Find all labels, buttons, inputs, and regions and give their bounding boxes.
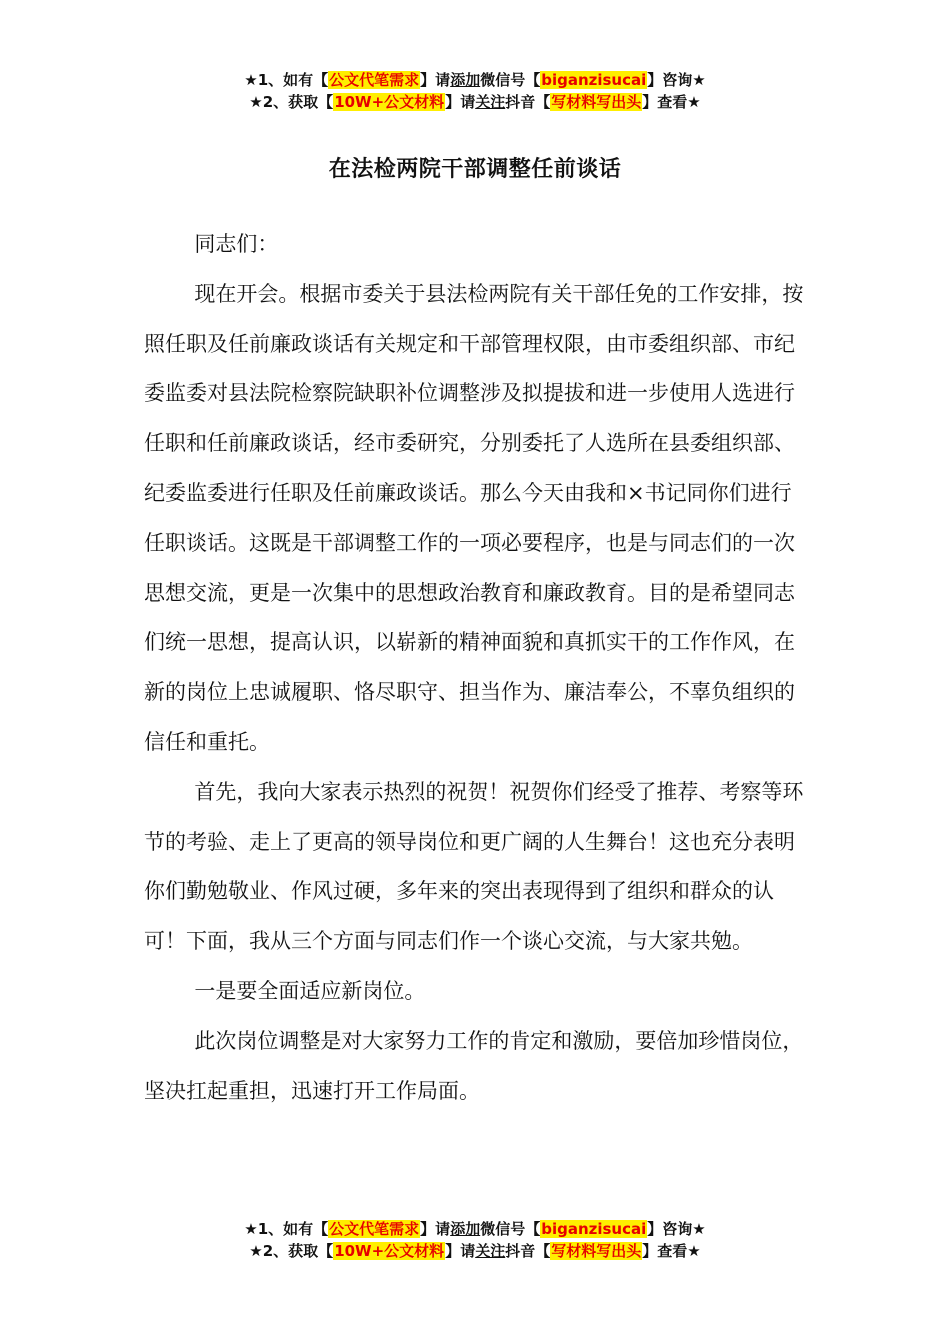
- banner-line-1-suffix: 】咨询★: [647, 1220, 706, 1238]
- banner-line-2-highlight-materials: 10W+公文材料: [334, 1242, 445, 1260]
- banner-line-2-underlined: 关注: [475, 93, 506, 111]
- banner-line-1-highlight-service: 公文代笔需求: [329, 1220, 420, 1238]
- banner-line-2-highlight-materials: 10W+公文材料: [334, 93, 445, 111]
- banner-line-2-mid2: 抖音【: [505, 1242, 551, 1260]
- banner-line-2-prefix: ★2、获取【: [249, 1242, 334, 1260]
- banner-line-1-highlight-service: 公文代笔需求: [329, 71, 420, 89]
- banner-line-1-highlight-wechat: biganzisucai: [541, 1220, 647, 1238]
- banner-line-2-mid: 】请: [445, 1242, 476, 1260]
- banner-line-2-suffix: 】查看★: [642, 1242, 701, 1260]
- header-banner: [0, 69, 950, 113]
- banner-line-2: [0, 1240, 950, 1262]
- banner-line-2-suffix: 】查看★: [642, 93, 701, 111]
- banner-line-1-mid: 】请: [420, 1220, 451, 1238]
- banner-line-1-prefix: ★1、如有【: [244, 71, 329, 89]
- banner-line-1-mid2: 微信号【: [480, 71, 541, 89]
- banner-line-1-suffix: 】咨询★: [647, 71, 706, 89]
- banner-line-1: [0, 69, 950, 91]
- banner-line-2-highlight-douyin: 写材料写出头: [551, 93, 642, 111]
- banner-line-1-underlined: 添加: [450, 1220, 481, 1238]
- body-paragraph: 此次岗位调整是对大家努力工作的肯定和激励，要倍加珍惜岗位，坚决扛起重担，迅速打开工作局面。: [144, 1028, 804, 1103]
- section-heading-paragraph: 一是要全面适应新岗位。: [194, 978, 426, 1003]
- banner-line-2: [0, 91, 950, 113]
- body-paragraph: 现在开会。根据市委关于县法检两院有关干部任免的工作安排，按照任职及任前廉政谈话有关规定和干部管理权限，由市委组织部、市纪委监委对县法院检察院缺职补位调整涉及拟提拔和进一步使用人选进行任职和任前廉政谈话，经市委研究，分别委托了人选所在县委组织部、纪委监委进行任职及任前廉政谈话。那么今天由我和×书记同你们进行任职谈话。这既是干部调整工作的一项必要程序，也是与同志们的一次思想交流，更是一次集中的思想政治教育和廉政教育。目的是希望同志们统一思想，提高认识，以崭新的精神面貌和真抓实干的工作作风，在新的岗位上忠诚履职、恪尽职守、担当作为、廉洁奉公，不辜负组织的信任和重托。: [144, 281, 804, 754]
- banner-line-2-mid2: 抖音【: [505, 93, 551, 111]
- banner-line-1-mid: 】请: [420, 71, 451, 89]
- salutation-paragraph: 同志们：: [194, 232, 279, 256]
- banner-line-2-mid: 】请: [445, 93, 476, 111]
- banner-line-2-prefix: ★2、获取【: [249, 93, 334, 111]
- banner-line-1-underlined: 添加: [450, 71, 481, 89]
- document-body: [144, 220, 812, 1116]
- banner-line-1: [0, 1218, 950, 1240]
- document-title: 在法检两院干部调整任前谈话: [328, 157, 622, 182]
- body-paragraph: 首先，我向大家表示热烈的祝贺！祝贺你们经受了推荐、考察等环节的考验、走上了更高的领导岗位和更广阔的人生舞台！这也充分表明你们勤勉敬业、作风过硬，多年来的突出表现得到了组织和群众的认可！下面，我从三个方面与同志们作一个谈心交流，与大家共勉。: [144, 779, 804, 954]
- banner-line-2-underlined: 关注: [475, 1242, 506, 1260]
- banner-line-1-highlight-wechat: biganzisucai: [541, 71, 647, 89]
- footer-banner: [0, 1218, 950, 1262]
- banner-line-1-mid2: 微信号【: [480, 1220, 541, 1238]
- banner-line-1-prefix: ★1、如有【: [244, 1220, 329, 1238]
- banner-line-2-highlight-douyin: 写材料写出头: [551, 1242, 642, 1260]
